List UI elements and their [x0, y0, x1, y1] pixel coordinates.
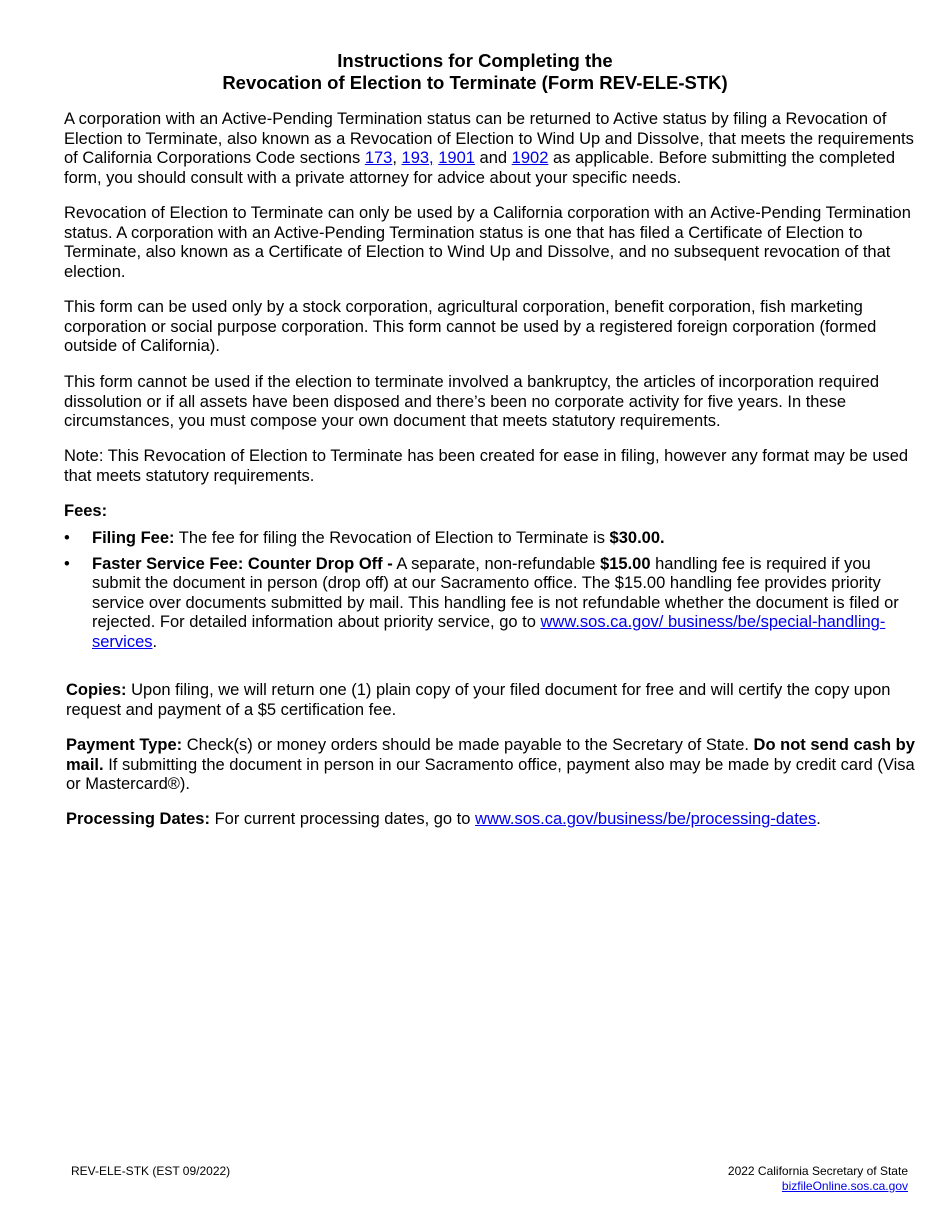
processing-paragraph [66, 810, 916, 830]
intro-text-a: A corporation with an Active-Pending Termination status can be returned to Active status by filing a Revocation of Election to Terminate, also known as a Revocation of Election to Wind Up and Dissolve, that meets the requirements of California Corporations Code sections [64, 110, 914, 167]
paragraph-eligibility-text: This form can be used only by a stock corporation, agricultural corporation, benefit corporation, fish marketing corporation or social purpose corporation. This form cannot be used by a registered foreign corporation (formed outside of California). [64, 298, 877, 355]
filing-fee-amount: $30.00. [609, 529, 665, 547]
payment-label: Payment Type: [66, 736, 183, 754]
page-title [0, 50, 950, 94]
paragraph-usage [64, 204, 914, 282]
copies-label: Copies: [66, 681, 127, 699]
note-text: Note: This Revocation of Election to Terminate has been created for ease in filing, however any format may be used that meets statutory requirements. [64, 447, 909, 485]
footer-copyright: 2022 California Secretary of State [727, 1164, 908, 1178]
link-bizfile-online[interactable]: bizfileOnline.sos.ca.gov [781, 1179, 908, 1193]
payment-text-a: Check(s) or money orders should be made payable to the Secretary of State. [182, 736, 754, 754]
intro-sep-1: , [392, 149, 402, 167]
link-section-1901[interactable]: 1901 [438, 149, 475, 167]
faster-fee-end: . [152, 632, 158, 651]
processing-label: Processing Dates: [66, 810, 210, 828]
paragraph-restrictions-text: This form cannot be used if the election to terminate involved a bankruptcy, the articles of incorporation required dissolution or if all assets have been disposed and there’s been no corporate activity for five years. In these circumstances, you must compose your own document that meets statutory requirements. [64, 373, 880, 430]
title-line-2: Revocation of Election to Terminate (Form REV-ELE-STK) [222, 72, 728, 93]
link-section-1902[interactable]: 1902 [511, 149, 549, 167]
filing-fee-text: The fee for filing the Revocation of Election to Terminate is [174, 529, 610, 547]
fees-list [64, 529, 914, 658]
link-section-173[interactable]: 173 [364, 149, 393, 167]
link-special-handling-services[interactable]: www.sos.ca.gov/ business/be/special-handling-services [92, 613, 886, 651]
title-line-1: Instructions for Completing the [337, 50, 613, 71]
intro-paragraph [64, 110, 914, 188]
faster-fee-text-b: handling fee is required if you submit the document in person (drop off) at our Sacramento office. The $15.00 handling fee provides priority service over documents submitted by mail. This handling fee is not refundable whether the document is filed or rejected. For detailed information about priority service, go to [92, 554, 899, 631]
intro-text-b: as applicable. Before submitting the completed form, you should consult with a private attorney for advice about your specific needs. [64, 149, 896, 187]
payment-text-b: If submitting the document in person in our Sacramento office, payment also may be made by credit card (Visa or Mastercard®). [66, 755, 915, 793]
link-section-193[interactable]: 193, [401, 149, 434, 167]
footer-form-id: REV-ELE-STK (EST 09/2022) [71, 1164, 231, 1178]
bullet-icon: • [64, 529, 70, 547]
note-paragraph [64, 447, 914, 486]
list-item-faster-service-fee [64, 555, 914, 653]
paragraph-usage-text: Revocation of Election to Terminate can only be used by a California corporation with an Active-Pending Termination status. A corporation with an Active-Pending Termination status is one that has filed a Certificate of Election to Terminate, also known as a Certificate of Election to Wind Up and Dissolve, and no subsequent revocation of that election. [64, 204, 911, 281]
paragraph-eligibility [64, 298, 914, 357]
processing-text: For current processing dates, go to [209, 810, 476, 828]
payment-paragraph [66, 736, 916, 795]
copies-text: Upon filing, we will return one (1) plain copy of your filed document for free and will certify the copy upon request and payment of a $5 certification fee. [66, 681, 891, 719]
list-item-filing-fee [64, 529, 914, 549]
link-processing-dates[interactable]: www.sos.ca.gov/business/be/processing-dates [475, 810, 817, 828]
payment-warning: Do not send cash by mail. [66, 736, 915, 774]
processing-end: . [816, 810, 821, 828]
faster-fee-amount: $15.00 [600, 554, 651, 573]
fees-heading: Fees: [64, 502, 108, 520]
footer-right [728, 1164, 908, 1194]
filing-fee-label: Filing Fee: [92, 529, 175, 547]
intro-sep-3: and [474, 149, 512, 167]
faster-fee-label: Faster Service Fee: Counter Drop Off - [92, 554, 393, 573]
faster-fee-text-a: A separate, non-refundable [392, 554, 601, 573]
bullet-icon: • [64, 554, 70, 573]
copies-paragraph [66, 681, 916, 720]
paragraph-restrictions [64, 373, 914, 432]
